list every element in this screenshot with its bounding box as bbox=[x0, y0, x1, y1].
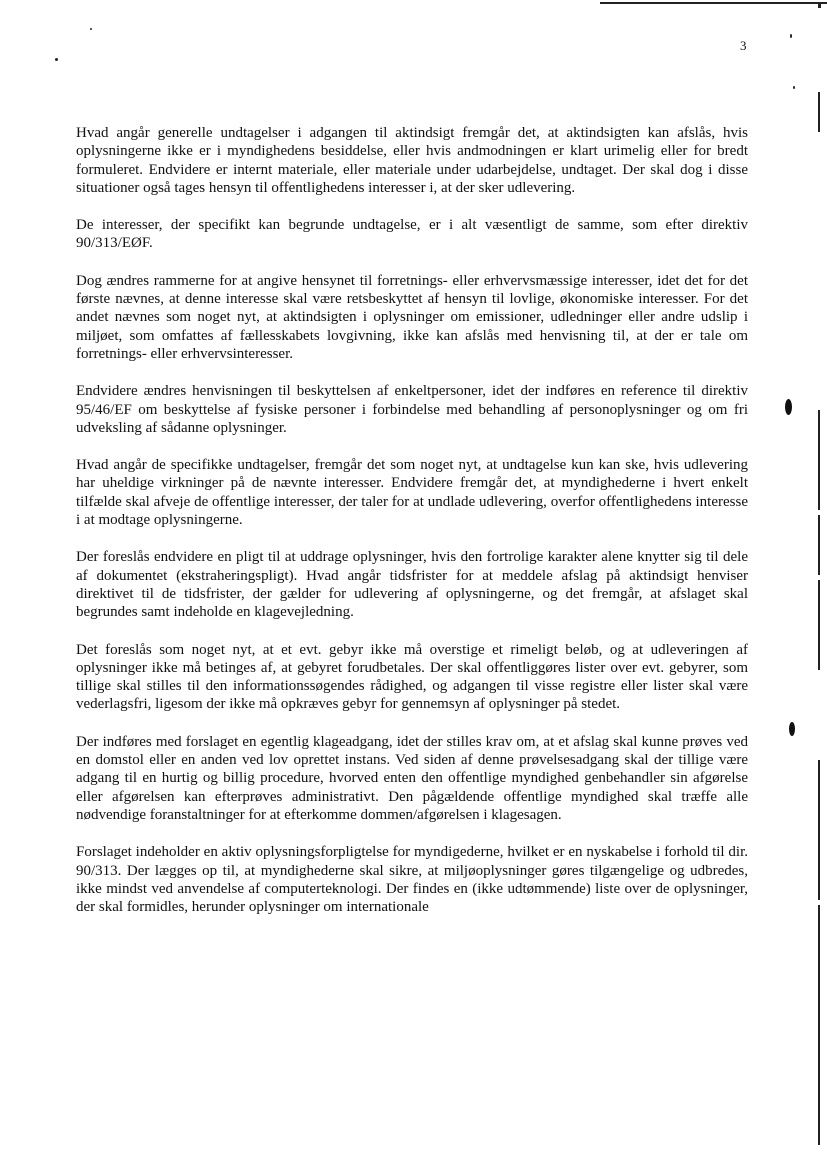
paragraph-specific-interests: De interesser, der specifikt kan begrunde undtagelse, er i alt væsentligt de samme, som efter direktiv 90/313/EØF. bbox=[76, 217, 748, 252]
scan-speck bbox=[90, 28, 92, 30]
scan-speck bbox=[55, 58, 58, 61]
paragraph-fees: Det foreslås som noget nyt, at et evt. gebyr ikke må overstige et rimeligt beløb, og at udleveringen af oplysninger ikke må betinges af, at gebyret forudbetales. Der skal offentliggøres lister over evt. gebyrer, som tillige skal stilles til den informationssøgendes rådighed, og adgangen til visse registre eller lister skal være vederlagsfri, ligesom der ikke må opkræves gebyr for gennemsyn af oplysninger på stedet. bbox=[76, 641, 748, 713]
paragraph-active-disclosure: Forslaget indeholder en aktiv oplysningsforpligtelse for myndigederne, hvilket er en nyskabelse i forhold til dir. 90/313. Der lægges op til, at myndighederne skal sikre, at miljøoplysninger gøres tilgængelige og udbredes, ikke mindst ved anvendelse af computerteknologi. Der findes en (ikke udtømmende) liste over de oplysninger, der skal formidles, herunder oplysninger om internationale bbox=[76, 844, 748, 916]
margin-bullet-mark bbox=[789, 722, 795, 736]
margin-rule-line bbox=[818, 580, 820, 670]
margin-rule-line bbox=[818, 905, 820, 1145]
margin-rule-line bbox=[818, 760, 820, 900]
paragraph-appeal-access: Der indføres med forslaget en egentlig klageadgang, idet der stilles krav om, at et afslag skal kunne prøves ved en domstol eller en anden ved lov oprettet instans. Ved siden af denne prøvelsesadgang skal der tillige være adgang til en hurtig og billig procedure, hvorved enten den offentlige myndighed genbehandler sin afgørelse eller afgørelsen kan efterprøves administrativt. Den pågældende offentlige myndighed skal træffe alle nødvendige foranstaltninger for at efterkomme dommen/afgørelsen i klagesagen. bbox=[76, 733, 748, 823]
document-body bbox=[76, 124, 748, 935]
scan-edge-mark bbox=[818, 2, 821, 8]
page-number: 3 bbox=[740, 38, 747, 53]
scan-speck bbox=[790, 34, 792, 38]
scan-speck bbox=[793, 86, 795, 89]
margin-bullet-mark bbox=[785, 399, 792, 415]
scan-edge-line bbox=[600, 2, 827, 4]
margin-rule-line bbox=[818, 92, 820, 132]
paragraph-business-interests: Dog ændres rammerne for at angive hensynet til forretnings- eller erhvervsmæssige interesser, idet det for det første nævnes, at denne interesse skal være retsbeskyttet af hensyn til lovlige, økonomiske interesser. For det andet nævnes som noget nyt, at aktindsigten i oplysninger om emissioner, udledninger eller andre udslip i miljøet, som omfattes af fællesskabets lovgivning, ikke kan afslås med henvisning til, at der er tale om forretnings- eller erhvervsinteresser. bbox=[76, 272, 748, 362]
paragraph-general-exceptions: Hvad angår generelle undtagelser i adgangen til aktindsigt fremgår det, at aktindsigten kan afslås, hvis oplysningerne ikke er i myndighedens besiddelse, eller hvis andmodningen er klart urimelig eller for bredt formuleret. Endvidere er internt materiale, eller materiale under udarbejdelse, undtaget. Der skal dog i disse situationer også tages hensyn til offentlighedens interesser i, at der sker udlevering. bbox=[76, 125, 748, 196]
paragraph-extraction-duty: Der foreslås endvidere en pligt til at uddrage oplysninger, hvis den fortrolige karakter alene knytter sig til dele af dokumentet (ekstraheringspligt). Hvad angår tidsfrister for at meddele afslag på aktindsigt henviser direktivet til de tidsfrister, der gælder for udlevering af oplysningerne, og det fremgår, at afslaget skal begrundes samt indeholde en klagevejledning. bbox=[76, 549, 748, 621]
paragraph-specific-exceptions: Hvad angår de specifikke undtagelser, fremgår det som noget nyt, at undtagelse kun kan ske, hvis udlevering har uheldige virkninger på de nævnte interesser. Endvidere fremgår det, at myndighederne i hvert enkelt tilfælde skal afveje de offentlige interesser, der taler for at undlade udlevering, overfor offentlighedens interesse i at modtage oplysningerne. bbox=[76, 457, 748, 529]
margin-rule-line bbox=[818, 410, 820, 510]
paragraph-personal-data: Endvidere ændres henvisningen til beskyttelsen af enkeltpersoner, idet der indføres en reference til direktiv 95/46/EF om beskyttelse af fysiske personer i forbindelse med behandling af personoplysninger og om fri udveksling af sådanne oplysninger. bbox=[76, 383, 748, 436]
margin-rule-line bbox=[818, 515, 820, 575]
